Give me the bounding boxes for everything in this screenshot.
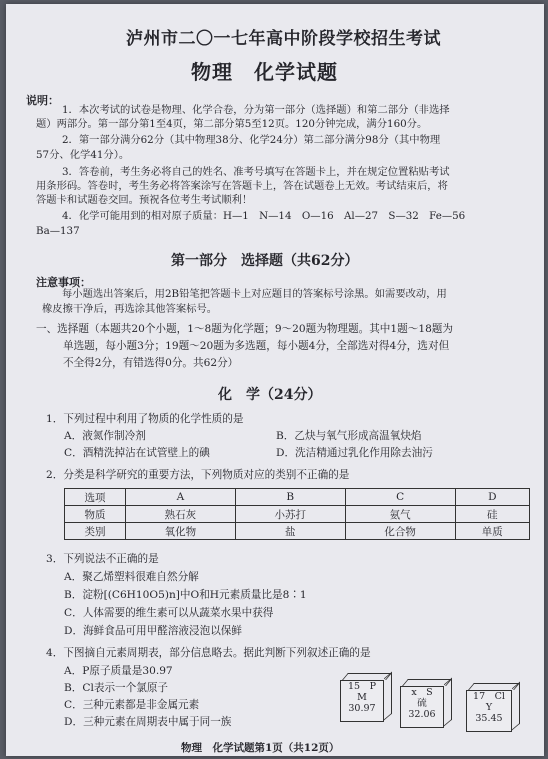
q3-option-c: C．人体需要的维生素可以从蔬菜水果中获得 xyxy=(64,607,274,619)
instruction-line: Ba—137 xyxy=(36,225,80,237)
subject-title: 物理 化学试题 xyxy=(191,60,338,84)
element-tile-phosphorus xyxy=(340,680,384,722)
element-tile-chlorine xyxy=(466,690,512,732)
element-tile-top: x S xyxy=(411,687,433,698)
instruction-line: 4．化学可能用到的相对原子质量：H—1 N—14 O—16 Al—27 S—32 Fe—56 xyxy=(62,210,466,222)
element-tile-mid: M xyxy=(357,692,367,703)
element-tile-bottom: 35.45 xyxy=(475,713,503,724)
instruction-line: 答题卡和试题卷交回。预祝各位考生考试顺利！ xyxy=(36,194,253,206)
instruction-line: 题）两部分。第一部分第1至4页，第二部分第5至12页。120分钟完成，满分160分。 xyxy=(36,118,428,130)
instruction-line: 用条形码。答卷时，考生务必将答案涂写在答题卡上，答在试题卷上无效。考试结束后，将 xyxy=(36,180,448,192)
table-cell: 氨气 xyxy=(345,506,455,523)
q1-option-b: B．乙炔与氧气形成高温氧炔焰 xyxy=(276,430,422,442)
q4-option-c: C．三种元素都是非金属元素 xyxy=(64,699,200,711)
q3-option-d: D．海鲜食品可用甲醛溶液浸泡以保鲜 xyxy=(64,625,242,637)
table-cell: 选项 xyxy=(65,489,126,506)
section1-line: 不全得2分，有错选得0分。共62分） xyxy=(63,357,239,369)
element-tile-mid: Y xyxy=(485,702,493,713)
part1-heading: 第一部分 选择题（共62分） xyxy=(171,253,359,269)
table-cell: B xyxy=(235,489,345,506)
element-tile-sulfur xyxy=(400,686,444,728)
question-3-stem: 3．下列说法不正确的是 xyxy=(46,553,159,565)
q4-option-b: B．Cl表示一个氯原子 xyxy=(64,682,169,694)
q4-option-a: A．P原子质量是30.97 xyxy=(64,665,173,677)
section1-line: 一、选择题（本题共20个小题，1～8题为化学题；9～20题为物理题。其中1题～18题为 xyxy=(36,323,453,335)
table-cell: 小苏打 xyxy=(235,506,345,523)
table-row xyxy=(65,489,530,506)
page-footer: 物理 化学试题第1页（共12页） xyxy=(181,742,340,754)
question-1-stem: 1．下列过程中利用了物质的化学性质的是 xyxy=(46,413,244,425)
q1-option-d: D．洗洁精通过乳化作用除去油污 xyxy=(276,447,433,459)
notes-label: 注意事项： xyxy=(36,276,91,289)
notes-line: 橡皮擦干净后，再选涂其他答案标号。 xyxy=(42,303,218,315)
q3-option-b: B．淀粉[(C6H10O5)n]中O和H元素质量比是8∶1 xyxy=(64,589,307,601)
table-row xyxy=(65,523,530,540)
instruction-line: 1．本次考试的试卷是物理、化学合卷，分为第一部分（选择题）和第二部分（非选择 xyxy=(62,104,450,116)
notes-line: 每小题选出答案后，用2B铅笔把答题卡上对应题目的答案标号涂黑。如需要改动，用 xyxy=(62,288,447,300)
question-4-stem: 4．下图摘自元素周期表，部分信息略去。据此判断下列叙述正确的是 xyxy=(46,647,371,659)
table-cell: 单质 xyxy=(455,523,529,540)
q4-option-d: D．三种元素在周期表中属于同一族 xyxy=(64,716,232,728)
table-cell: C xyxy=(345,489,455,506)
table-cell: 熟石灰 xyxy=(126,506,236,523)
element-tile-top: 15 P xyxy=(348,681,376,692)
table-cell: A xyxy=(126,489,236,506)
table-cell: 硅 xyxy=(455,506,529,523)
section1-line: 单选题，每小题3分；19题～20题为多选题，每小题4分，全部选对得4分，选对但 xyxy=(63,340,450,352)
q3-option-a: A．聚乙烯塑料很难自然分解 xyxy=(64,571,199,583)
classification-table xyxy=(64,488,530,540)
chem-heading: 化 学（24分） xyxy=(218,387,322,403)
element-tile-mid: 硫 xyxy=(417,698,427,709)
element-tile-top: 17 Cl xyxy=(473,691,505,702)
instructions-label: 说明： xyxy=(26,94,59,107)
element-tile-bottom: 30.97 xyxy=(348,703,376,714)
element-tile-bottom: 32.06 xyxy=(408,709,436,720)
exam-title: 泸州市二〇一七年高中阶段学校招生考试 xyxy=(126,29,441,49)
instruction-line: 57分、化学41分）。 xyxy=(36,149,130,161)
exam-page xyxy=(6,4,544,756)
question-2-stem: 2．分类是科学研究的重要方法，下列物质对应的类别不正确的是 xyxy=(46,469,350,481)
q1-option-c: C．酒精洗掉沾在试管壁上的碘 xyxy=(64,447,210,459)
table-row xyxy=(65,506,530,523)
table-cell: 类别 xyxy=(65,523,126,540)
table-cell: 物质 xyxy=(65,506,126,523)
table-cell: D xyxy=(455,489,529,506)
instruction-line: 2．第一部分满分62分（其中物理38分、化学24分）第二部分满分98分（其中物理 xyxy=(62,134,441,146)
table-cell: 盐 xyxy=(235,523,345,540)
instruction-line: 3．答卷前，考生务必将自己的姓名、准考号填写在答题卡上，并在规定位置粘贴考试 xyxy=(62,166,450,178)
table-cell: 氧化物 xyxy=(126,523,236,540)
q1-option-a: A．液氮作制冷剂 xyxy=(64,430,146,442)
table-cell: 化合物 xyxy=(345,523,455,540)
